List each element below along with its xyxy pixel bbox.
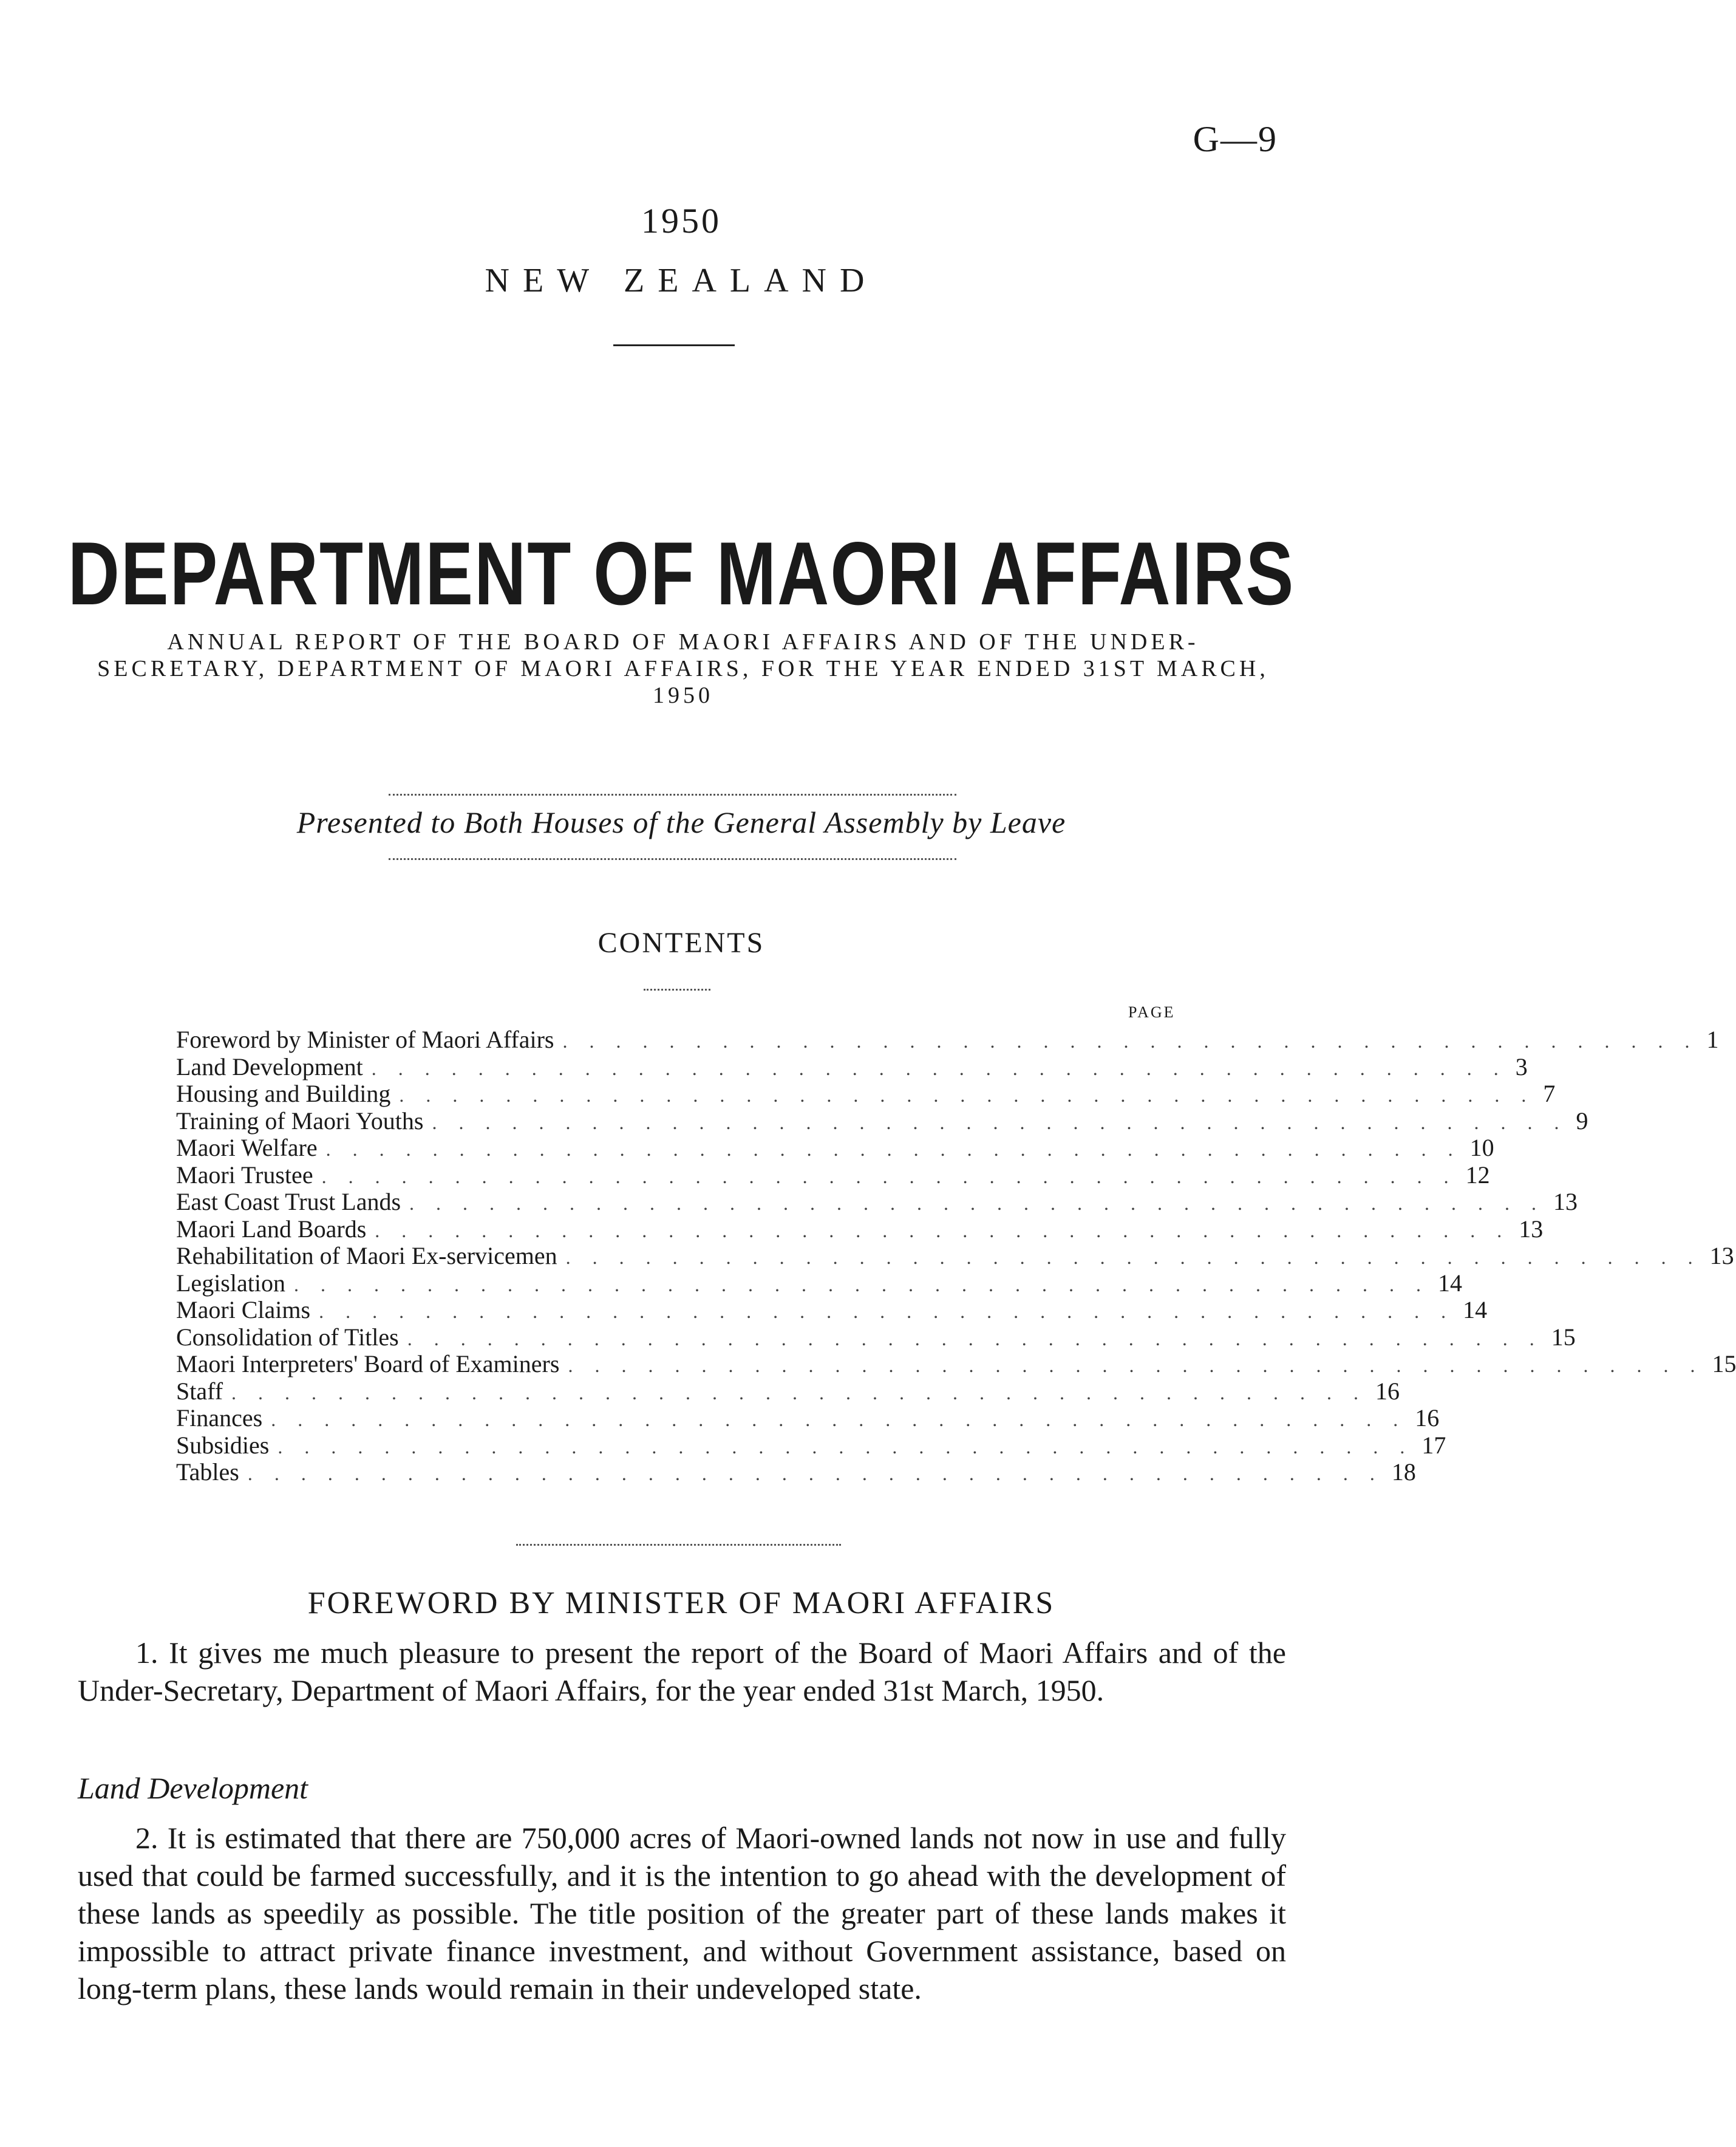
foreword-paragraph-2: 2. It is estimated that there are 750,000 acres of Maori-owned lands not now in use and fully used that could be farmed successfully, and it is the intention to go ahead with the development of these lands as speedily as possible. The title position of the greater part of these lands makes it impossible to attract private finance investment, and without Government assistance, based on long-term plans, these lands would remain in their undeveloped state.: [78, 1821, 1286, 2005]
toc-entry-page: 14: [1463, 1296, 1488, 1323]
toc-entry-page: 18: [1391, 1458, 1416, 1486]
toc-entry-page: 10: [1469, 1134, 1494, 1161]
dot-leader: . . . . . . . . . . . . . . . . . . . . . . . . . . . . . . . . . . . . . . . . . . .: [407, 1327, 1543, 1350]
table-of-contents: [176, 1026, 1736, 1486]
toc-entry: [176, 1296, 1488, 1324]
foreword-heading: FOREWORD BY MINISTER OF MAORI AFFAIRS: [307, 1586, 1055, 1620]
toc-entry: [176, 1404, 1440, 1432]
contents-heading: CONTENTS: [597, 927, 765, 959]
toc-entry: [176, 1215, 1544, 1243]
page-title: DEPARTMENT OF MAORI AFFAIRS: [67, 524, 1295, 624]
dot-leader: . . . . . . . . . . . . . . . . . . . . . . . . . . . . . . . . . . . . . . . . . . .: [375, 1219, 1511, 1241]
toc-entry-page: 15: [1551, 1323, 1576, 1351]
dot-leader: . . . . . . . . . . . . . . . . . . . . . . . . . . . . . . . . . . . . . . . . . . .: [293, 1273, 1429, 1295]
toc-entry-label: Foreword by Minister of Maori Affairs: [176, 1026, 554, 1053]
toc-entry-label: Finances: [176, 1404, 263, 1432]
toc-entry: [176, 1161, 1490, 1189]
toc-entry-label: Consolidation of Titles: [176, 1323, 399, 1351]
toc-entry-page: 17: [1421, 1431, 1446, 1459]
toc-entry: [176, 1242, 1734, 1270]
section-heading-land-development: Land Development: [78, 1771, 308, 1805]
toc-entry: [176, 1458, 1416, 1486]
toc-entry: [176, 1107, 1588, 1135]
toc-entry-label: Maori Welfare: [176, 1134, 318, 1161]
divider-rule: [644, 989, 710, 991]
dot-leader: . . . . . . . . . . . . . . . . . . . . . . . . . . . . . . . . . . . . . . . . . . .: [325, 1138, 1462, 1160]
toc-entry-page: 1: [1706, 1026, 1719, 1053]
toc-entry-page: 15: [1712, 1350, 1736, 1377]
toc-entry-label: Land Development: [176, 1053, 363, 1080]
country-heading: NEW ZEALAND: [485, 262, 878, 299]
toc-entry-label: Maori Trustee: [176, 1161, 313, 1189]
dot-leader: . . . . . . . . . . . . . . . . . . . . . . . . . . . . . . . . . . . . . . . . . . .: [432, 1111, 1568, 1133]
toc-entry-label: Training of Maori Youths: [176, 1107, 424, 1135]
document-code: G—9: [1193, 119, 1278, 159]
toc-entry: [176, 1188, 1578, 1216]
toc-entry-page: 13: [1519, 1215, 1544, 1243]
toc-entry-page: 13: [1709, 1242, 1734, 1269]
toc-entry-label: Maori Claims: [176, 1296, 311, 1323]
toc-entry-page: 13: [1553, 1188, 1578, 1215]
toc-entry: [176, 1026, 1719, 1054]
toc-entry-label: East Coast Trust Lands: [176, 1188, 401, 1215]
page-column-label: PAGE: [1128, 1003, 1176, 1021]
dot-leader: . . . . . . . . . . . . . . . . . . . . . . . . . . . . . . . . . . . . . . . . . . .: [568, 1354, 1704, 1376]
divider-rule: [389, 794, 956, 796]
dot-leader: . . . . . . . . . . . . . . . . . . . . . . . . . . . . . . . . . . . . . . . . . . .: [562, 1030, 1698, 1052]
dot-leader: . . . . . . . . . . . . . . . . . . . . . . . . . . . . . . . . . . . . . . . . . . .: [399, 1084, 1535, 1106]
toc-entry: [176, 1377, 1400, 1405]
toc-entry-page: 7: [1543, 1080, 1556, 1107]
dot-leader: . . . . . . . . . . . . . . . . . . . . . . . . . . . . . . . . . . . . . . . . . . .: [321, 1165, 1457, 1187]
toc-entry-label: Staff: [176, 1377, 223, 1405]
divider-rule: [389, 858, 956, 860]
dot-leader: . . . . . . . . . . . . . . . . . . . . . . . . . . . . . . . . . . . . . . . . . . .: [319, 1300, 1455, 1322]
dot-leader: . . . . . . . . . . . . . . . . . . . . . . . . . . . . . . . . . . . . . . . . . . .: [565, 1246, 1701, 1268]
toc-entry-label: Maori Land Boards: [176, 1215, 367, 1243]
toc-entry: [176, 1080, 1556, 1108]
toc-entry-label: Housing and Building: [176, 1080, 391, 1107]
dot-leader: . . . . . . . . . . . . . . . . . . . . . . . . . . . . . . . . . . . . . . . . . . .: [247, 1463, 1383, 1484]
toc-entry: [176, 1350, 1736, 1378]
toc-entry-page: 14: [1437, 1269, 1462, 1297]
toc-entry: [176, 1269, 1462, 1297]
toc-entry-page: 16: [1375, 1377, 1400, 1405]
presented-note: Presented to Both Houses of the General Assembly by Leave: [296, 805, 1066, 839]
toc-entry: [176, 1134, 1494, 1162]
dot-leader: . . . . . . . . . . . . . . . . . . . . . . . . . . . . . . . . . . . . . . . . . . .: [231, 1381, 1367, 1404]
toc-entry-page: 12: [1465, 1161, 1490, 1189]
dot-leader: . . . . . . . . . . . . . . . . . . . . . . . . . . . . . . . . . . . . . . . . . . .: [271, 1408, 1407, 1430]
divider-rule: [613, 344, 735, 346]
dot-leader: . . . . . . . . . . . . . . . . . . . . . . . . . . . . . . . . . . . . . . . . . . .: [277, 1435, 1414, 1458]
toc-entry-label: Legislation: [176, 1269, 285, 1297]
toc-entry-label: Tables: [176, 1458, 239, 1486]
toc-entry: [176, 1323, 1576, 1351]
dot-leader: . . . . . . . . . . . . . . . . . . . . . . . . . . . . . . . . . . . . . . . . . . .: [409, 1192, 1545, 1214]
dot-leader: . . . . . . . . . . . . . . . . . . . . . . . . . . . . . . . . . . . . . . . . . . .: [371, 1057, 1507, 1079]
toc-entry: [176, 1431, 1446, 1459]
report-year: 1950: [641, 201, 721, 241]
toc-entry-label: Rehabilitation of Maori Ex-servicemen: [176, 1242, 557, 1269]
divider-rule: [516, 1544, 841, 1546]
toc-entry: [176, 1053, 1528, 1081]
toc-entry-page: 16: [1415, 1404, 1440, 1432]
toc-entry-label: Subsidies: [176, 1431, 270, 1459]
report-subtitle: ANNUAL REPORT OF THE BOARD OF MAORI AFFAIRS AND OF THE UNDER-SECRETARY, DEPARTMENT OF MAORI AFFAIRS, FOR THE YEAR ENDED 31ST MARCH, 1950: [97, 629, 1269, 708]
toc-entry-page: 3: [1515, 1053, 1528, 1080]
foreword-paragraph-1: 1. It gives me much pleasure to present the report of the Board of Maori Affairs and of the Under-Secretary, Department of Maori Affairs, for the year ended 31st March, 1950.: [78, 1636, 1286, 1707]
toc-entry-page: 9: [1576, 1107, 1588, 1135]
toc-entry-label: Maori Interpreters' Board of Examiners: [176, 1350, 560, 1377]
